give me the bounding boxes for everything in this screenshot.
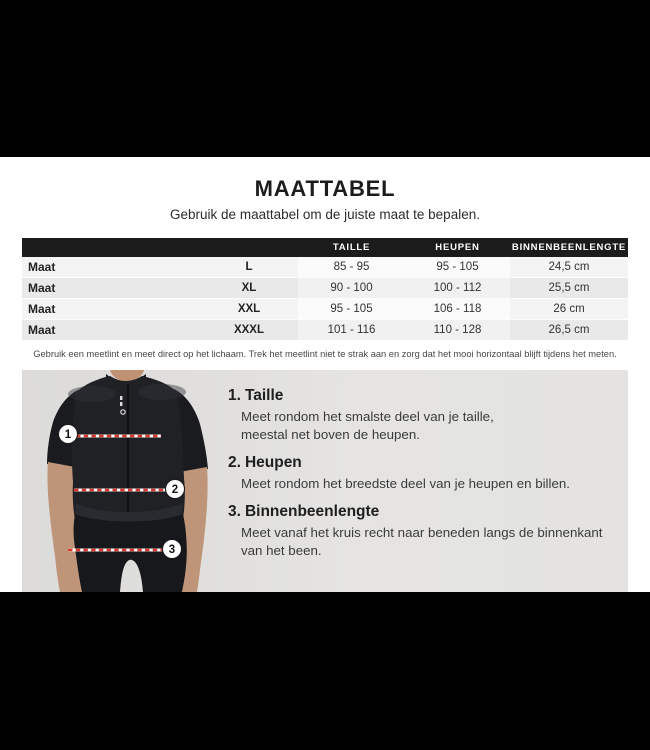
instruction-number: 3.	[228, 503, 241, 520]
instruction-text-line: van het been.	[241, 543, 322, 558]
instruction-title: Taille	[244, 387, 284, 404]
cell-taille: 90 - 100	[298, 278, 405, 298]
table-row-xxl	[22, 299, 628, 320]
cell-heupen: 100 - 112	[405, 278, 510, 298]
instruction-number: 1.	[228, 387, 241, 404]
instruction-binnenbeenlengte	[228, 502, 624, 560]
column-header-taille: TAILLE	[332, 242, 371, 253]
column-header-heupen: HEUPEN	[435, 242, 480, 253]
marker-badge-1	[59, 425, 78, 444]
instruction-text	[228, 475, 624, 493]
table-row-xl	[22, 278, 628, 299]
marker-badge-2	[166, 480, 185, 499]
cell-label: Maat	[22, 299, 200, 319]
column-header-empty-2	[200, 238, 298, 257]
instruction-text	[228, 408, 624, 444]
table-row-l	[22, 257, 628, 278]
top-black-bar	[0, 0, 650, 157]
cell-label: Maat	[22, 278, 200, 298]
cell-heupen: 110 - 128	[405, 320, 510, 340]
instruction-text-line: Meet vanaf het kruis recht naar beneden langs de binnenkant	[241, 525, 603, 540]
instruction-taille	[228, 386, 624, 444]
instruction-title: Heupen	[244, 454, 302, 471]
column-header-binnenbeenlengte: BINNENBEENLENGTE	[511, 242, 627, 253]
instruction-text-line: Meet rondom het breedste deel van je heupen en billen.	[241, 476, 570, 491]
cell-binnenbeenlengte: 26 cm	[510, 299, 628, 319]
table-row-xxxl	[22, 320, 628, 341]
cell-size: L	[200, 257, 298, 277]
instruction-text-line: meestal net boven de heupen.	[241, 427, 420, 442]
instruction-title: Binnenbeenlengte	[244, 503, 380, 520]
right-shoulder-highlight	[138, 384, 186, 400]
svg-text:2: 2	[171, 484, 179, 497]
size-table	[22, 238, 628, 341]
measure-section	[22, 370, 628, 592]
instruction-heading	[228, 386, 624, 405]
cell-binnenbeenlengte: 24,5 cm	[510, 257, 628, 277]
left-shoulder-highlight	[68, 386, 116, 402]
cell-size: XXL	[200, 299, 298, 319]
svg-text:3: 3	[168, 544, 176, 557]
cell-size: XXXL	[200, 320, 298, 340]
page-subtitle: Gebruik de maattabel om de juiste maat te bepalen.	[170, 207, 480, 222]
column-header-empty-1	[22, 238, 200, 257]
size-table-header-row	[22, 238, 628, 257]
cell-heupen: 106 - 118	[405, 299, 510, 319]
instructions-list	[228, 386, 624, 569]
cell-binnenbeenlengte: 25,5 cm	[510, 278, 628, 298]
measuring-note: Gebruik een meetlint en meet direct op het lichaam. Trek het meetlint niet te strak aan en zorg dat het mooi horizontaal blijft tijdens het meten.	[33, 349, 617, 359]
instruction-heupen	[228, 453, 624, 493]
cell-size: XL	[200, 278, 298, 298]
model-photo	[22, 370, 228, 592]
bottom-black-bar	[0, 592, 650, 750]
instruction-number: 2.	[228, 454, 241, 471]
instruction-heading	[228, 453, 624, 472]
instruction-text-line: Meet rondom het smalste deel van je taille,	[241, 409, 494, 424]
cell-taille: 85 - 95	[298, 257, 405, 277]
cell-binnenbeenlengte: 26,5 cm	[510, 320, 628, 340]
page-title: MAATTABEL	[254, 176, 396, 201]
cell-heupen: 95 - 105	[405, 257, 510, 277]
instruction-text	[228, 524, 624, 560]
cell-label: Maat	[22, 257, 200, 277]
cell-taille: 101 - 116	[298, 320, 405, 340]
marker-badge-3	[163, 540, 182, 559]
instruction-heading	[228, 502, 624, 521]
cell-label: Maat	[22, 320, 200, 340]
cell-taille: 95 - 105	[298, 299, 405, 319]
svg-text:1: 1	[64, 429, 72, 442]
